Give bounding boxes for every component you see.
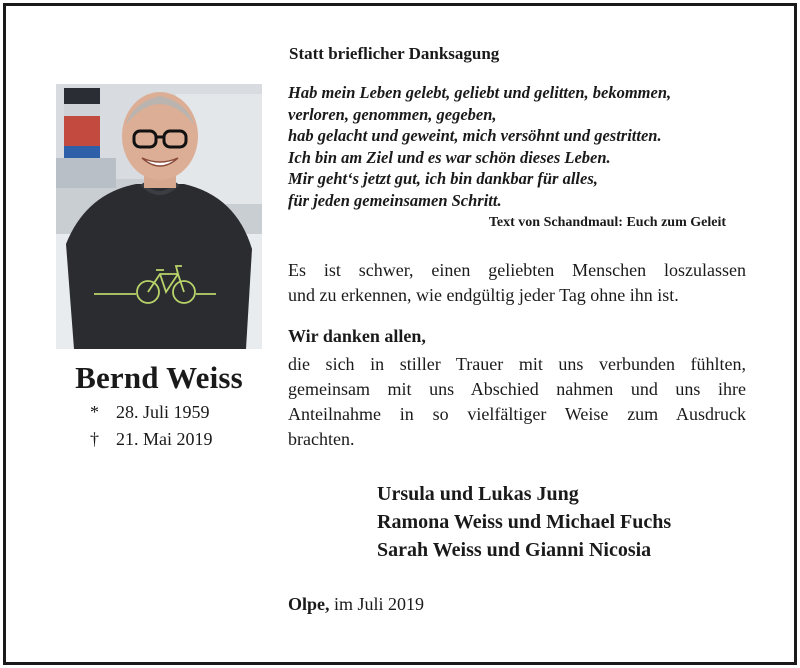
- poem-line: für jeden gemeinsamen Schritt.: [288, 190, 502, 210]
- notice-heading: Statt brieflicher Danksagung: [289, 44, 500, 63]
- poem-attribution: Text von Schandmaul: Euch zum Geleit: [488, 215, 726, 230]
- paragraph-line: Anteilnahme in so vielfältiger Weise zum Ausdruck: [288, 404, 746, 424]
- paragraph-line: Es ist schwer, einen geliebten Menschen loszulassen: [288, 260, 746, 280]
- poem-line: verloren, genommen, gegeben,: [288, 104, 497, 124]
- signer-line: Ramona Weiss und Michael Fuchs: [377, 511, 672, 533]
- thanks-heading: Wir danken allen,: [288, 326, 426, 346]
- death-date-row: [90, 429, 213, 450]
- place-city: Olpe,: [288, 594, 330, 614]
- deceased-name: Bernd Weiss: [75, 360, 243, 395]
- poem-line: Ich bin am Ziel und es war schön dieses Leben.: [288, 147, 611, 167]
- death-date: 21. Mai 2019: [116, 429, 213, 449]
- portrait-photo: [56, 84, 262, 349]
- place-date: [288, 594, 424, 615]
- paragraph-line: gemeinsam mit uns Abschied nahmen und uns ihre: [288, 379, 746, 399]
- place-date-text: im Juli 2019: [334, 594, 425, 614]
- signers-list: [377, 480, 671, 564]
- signer-line: Ursula und Lukas Jung: [377, 483, 579, 505]
- signer-line: Sarah Weiss und Gianni Nicosia: [377, 539, 652, 561]
- poem-line: hab gelacht und geweint, mich versöhnt und gestritten.: [288, 126, 662, 145]
- paragraph-line: brachten.: [288, 429, 355, 449]
- paragraph-line: und zu erkennen, wie endgültig jeder Tag ohne ihn ist.: [288, 285, 679, 305]
- poem-line: Mir geht‘s jetzt gut, ich bin dankbar für alles,: [288, 169, 598, 188]
- birth-date-row: [90, 402, 210, 423]
- poem-line: Hab mein Leben gelebt, geliebt und gelitten, bekommen,: [288, 83, 672, 102]
- poem: [288, 82, 671, 211]
- paragraph-line: die sich in stiller Trauer mit uns verbunden fühlten,: [288, 354, 746, 374]
- birth-symbol: *: [90, 402, 99, 422]
- death-symbol: †: [90, 429, 99, 449]
- birth-date: 28. Juli 1959: [116, 402, 210, 422]
